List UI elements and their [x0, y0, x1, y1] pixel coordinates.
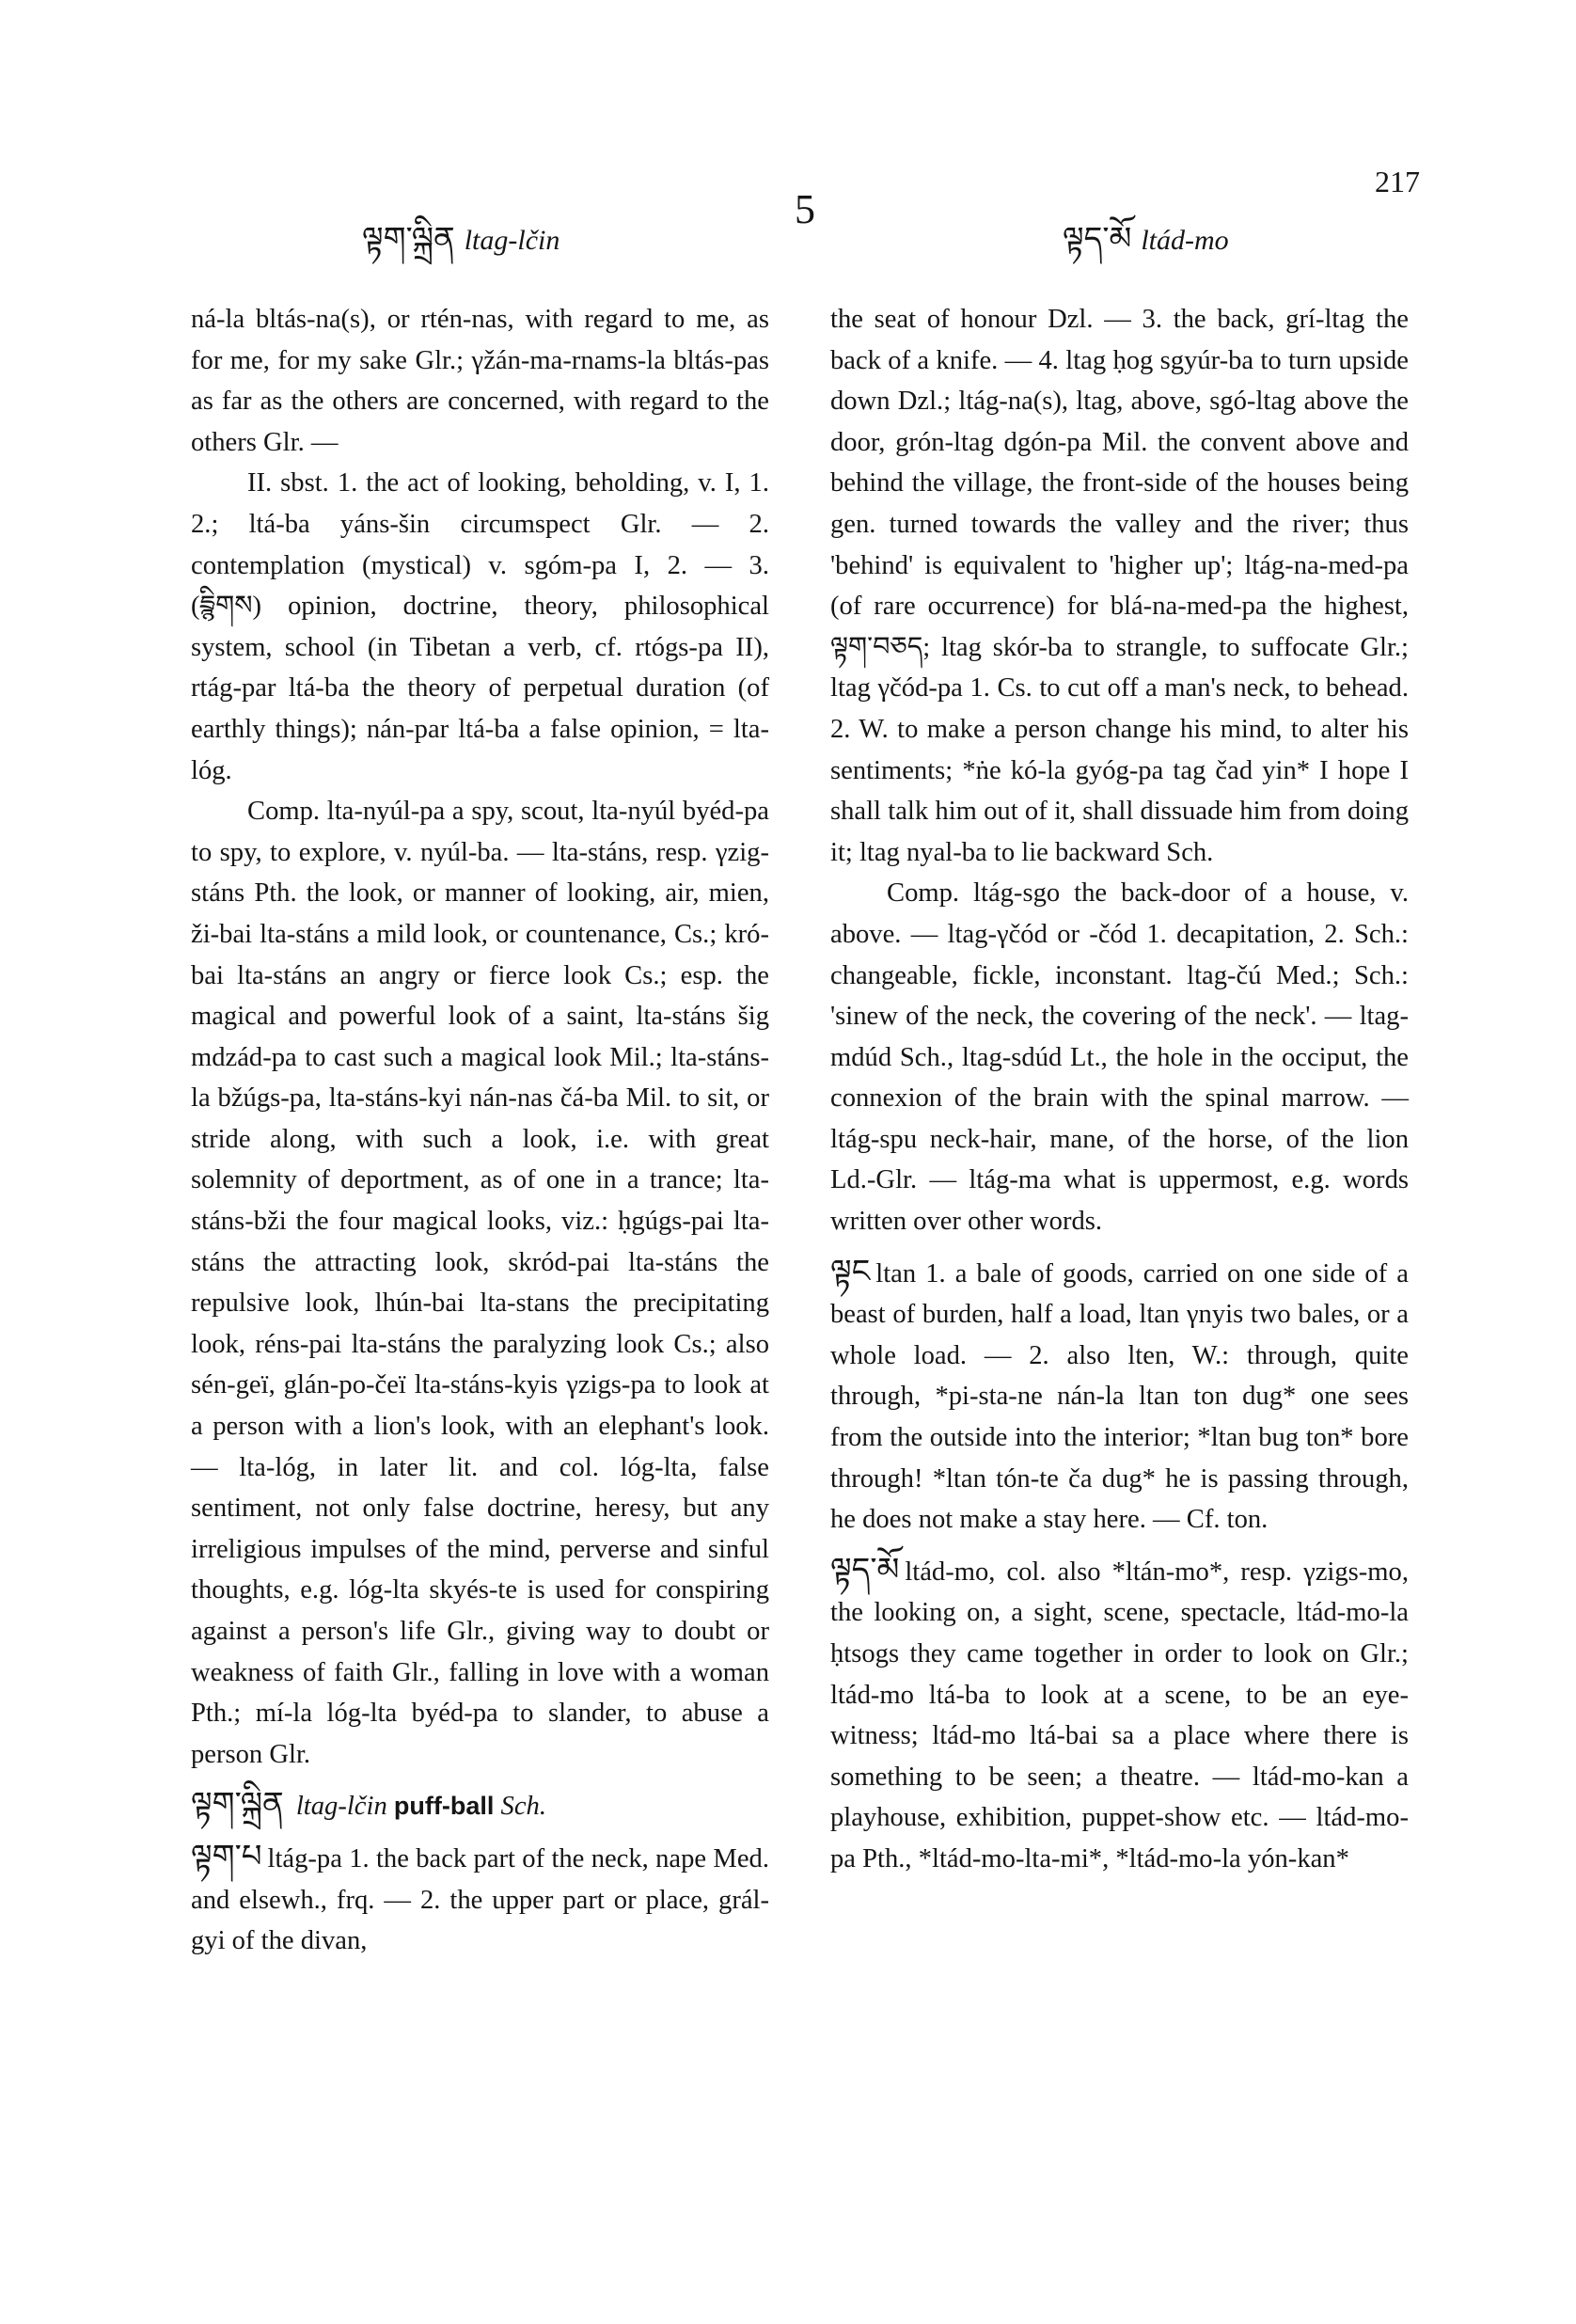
- entry-source: Sch.: [500, 1792, 546, 1822]
- dictionary-entry: [830, 1252, 1409, 1541]
- entry-text: ltág-pa 1. the back part of the neck, nape Med. and elsewh., frq. — 2. the upper part or place, grál-gyi of the divan,: [191, 1843, 769, 1956]
- right-headword-tibetan: ལྟད་མོ: [1063, 220, 1132, 258]
- dictionary-entry: [191, 1784, 769, 1827]
- left-running-headword: [362, 202, 559, 292]
- paragraph: Comp. ltág-sgo the back-door of a house, v. above. — ltag-γčód or -čód 1. decapitation, 2. Sch.: changeable, fickle, inconstant. ltag-čú Med.; Sch.: 'sinew of the neck, the covering of the neck'. — ltag-mdúd Sch., ltag-sdúd Lt., the hole in the occiput, the connexion of the brain with the spinal marrow. — ltág-spu neck-hair, mane, of the horse, of the lion Ld.-Glr. — ltág-ma what is uppermost, e.g. words written over other words.: [830, 878, 1409, 1237]
- entry-tibetan: ལྟག་ལྐྲིན: [191, 1785, 284, 1824]
- entry-tibetan: ལྟང: [830, 1252, 871, 1290]
- left-headword-tibetan: ལྟག་ལྐྲིན: [362, 220, 455, 258]
- right-column: [830, 299, 1409, 1880]
- right-headword-romanized: ltád-mo: [1141, 225, 1229, 256]
- left-column: [191, 299, 769, 1962]
- left-headword-romanized: ltag-lčin: [464, 225, 560, 256]
- entry-sense: puff-ball: [393, 1792, 495, 1821]
- center-mark: 5: [795, 186, 815, 232]
- paragraph: II. sbst. 1. the act of looking, beholding, v. I, 1. 2.; ltá-ba yáns-šin circumspect Glr. — 2. contemplation (mystical) v. sgóm-pa I, 2. — 3. (དྲྙིགས) opinion, doctrine, theory, philosophical system, school (in Tibetan a verb, cf. rtógs-pa II), rtág-par ltá-ba the theory of perpetual duration (of earthly things); nán-par ltá-ba a false opinion, = lta-lóg.: [191, 468, 769, 785]
- entry-text: ltád-mo, col. also *ltán-mo*, resp. γzigs-mo, the looking on, a sight, scene, spectacle, ltád-mo-la ḥtsogs they came together in order to look on Glr.; ltád-mo ltá-ba to look at a scene, to be an eye-witness; ltád-mo ltá-bai sa a place where there is something to be seen; a theatre. — ltád-mo-kan a playhouse, exhibition, puppet-show etc. — ltád-mo-pa Pth., *ltád-mo-lta-mi*, *ltád-mo-la yón-kan*: [830, 1557, 1409, 1873]
- paragraph: ná-la bltás-na(s), or rtén-nas, with regard to me, as for me, for my sake Glr.; γžán-ma-rnams-la bltás-pas as far as the others are concerned, with regard to the others Glr. —: [191, 305, 769, 457]
- page-number: 217: [1375, 165, 1420, 198]
- paragraph: the seat of honour Dzl. — 3. the back, grí-ltag the back of a knife. — 4. ltag ḥog sgyúr-ba to turn upside down Dzl.; ltág-na(s), ltag, above, sgó-ltag above the door, grón-ltag dgón-pa Mil. the convent above and behind the village, the front-side of the houses being gen. turned towards the valley and the river; thus 'behind' is equivalent to 'higher up'; ltág-na-med-pa (of rare occurrence) for blá-na-med-pa the highest, ལྟག་བཅད; ltag skór-ba to strangle, to suffocate Glr.; ltag γčód-pa 1. Cs. to cut off a man's neck, to behead. 2. W. to make a person change his mind, to alter his sentiments; *ṅe kó-la gyóg-pa tag čad yin* I hope I shall talk him out of it, shall dissuade him from doing it; ltag nyal-ba to lie backward Sch.: [830, 305, 1409, 867]
- running-header: [0, 165, 1576, 258]
- dictionary-entry: [830, 1550, 1409, 1880]
- dictionary-entry: [191, 1837, 769, 1962]
- entry-headword: ltag-lčin: [295, 1792, 387, 1822]
- entry-tibetan: ལྟག་པ: [191, 1837, 262, 1875]
- entry-tibetan: ལྟད་མོ: [830, 1550, 900, 1589]
- right-running-headword: [1063, 202, 1229, 292]
- paragraph: Comp. lta-nyúl-pa a spy, scout, lta-nyúl byéd-pa to spy, to explore, v. nyúl-ba. — lta-stáns, resp. γzig-stáns Pth. the look, or manner of looking, air, mien, ži-bai lta-stáns a mild look, or countenance, Cs.; kró-bai lta-stáns an angry or fierce look Cs.; esp. the magical and powerful look of a saint, lta-stáns šig mdzád-pa to cast such a magical look Mil.; lta-stáns-la bžúgs-pa, lta-stáns-kyi nán-nas čá-ba Mil. to sit, or stride along, with such a look, i.e. with great solemnity of deportment, as of one in a trance; lta-stáns-bži the four magical looks, viz.: ḥgúgs-pai lta-stáns the attracting look, skród-pai lta-stáns the repulsive look, lhún-bai lta-stans the precipitating look, réns-pai lta-stáns the paralyzing look Cs.; also sén-geï, glán-po-čeï lta-stáns-kyis γzigs-pa to look at a person with a lion's look, with an elephant's look. — lta-lóg, in later lit. and col. lóg-lta, false sentiment, not only false doctrine, heresy, but any irreligious impulses of the mind, perverse and sinful thoughts, e.g. lóg-lta skyés-te is used for conspiring against a person's life Glr., giving way to doubt or weakness of faith Glr., falling in love with a woman Pth.; mí-la lóg-lta byéd-pa to slander, to abuse a person Glr.: [191, 797, 769, 1769]
- entry-text: ltan 1. a bale of goods, carried on one side of a beast of burden, half a load, ltan γnyis two bales, or a whole load. — 2. also lten, W.: through, quite through, *pi-sta-ne nán-la ltan ton dug* one sees from the outside into the interior; *ltan bug ton* bore through! *ltan tón-te ča dug* he is passing through, he does not make a stay here. — Cf. ton.: [830, 1258, 1409, 1535]
